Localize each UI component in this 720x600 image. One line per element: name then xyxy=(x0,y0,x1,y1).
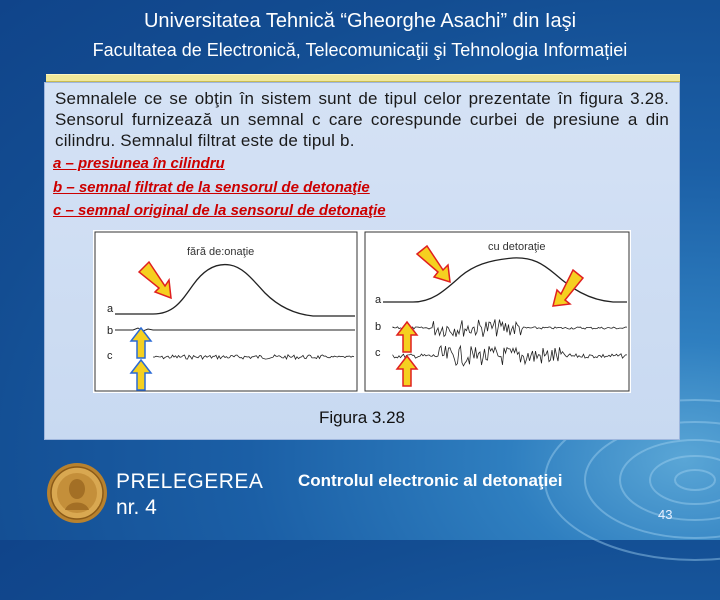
figure-label-c-left: c xyxy=(107,350,113,362)
faculty-title: Facultatea de Electronică, Telecomunicaţii şi Tehnologia Informației xyxy=(92,40,628,60)
figure-left-title: fără de:onaţie xyxy=(187,246,255,258)
content-panel xyxy=(44,82,680,440)
figure-caption: Figura 3.28 xyxy=(319,408,405,427)
figure-label-b-right: b xyxy=(375,321,382,333)
figure-3-28 xyxy=(93,230,631,393)
description-paragraph: Semnalele ce se obţin în sistem sunt de tipul celor prezentate în figura 3.28. Sensorul furnizează un semnal c care corespunde curbei de presiune a din cilindru. Semnalul filtrat este de tipul b. xyxy=(55,89,669,150)
legend-item-b: b – semnal filtrat de la sensorul de detonaţie xyxy=(53,179,370,196)
legend-item-c: c – semnal original de la sensorul de detonaţie xyxy=(53,202,386,219)
university-medal-logo xyxy=(46,462,108,524)
lecture-number: nr. 4 xyxy=(116,496,157,519)
figure-label-a-left: a xyxy=(107,303,114,315)
university-title: Universitatea Tehnică “Gheorghe Asachi” din Iaşi xyxy=(143,10,577,32)
page-number: 43 xyxy=(658,507,673,522)
figure-label-a-right: a xyxy=(375,294,382,306)
lecture-label: PRELEGEREA xyxy=(116,470,264,493)
figure-right-title: cu detoraţie xyxy=(488,241,546,253)
figure-label-c-right: c xyxy=(375,347,381,359)
figure-label-b-left: b xyxy=(107,325,114,337)
header-divider xyxy=(46,74,680,82)
lecture-subject: Controlul electronic al detonaţiei xyxy=(298,471,563,490)
legend-item-a: a – presiunea în cilindru xyxy=(53,155,225,172)
